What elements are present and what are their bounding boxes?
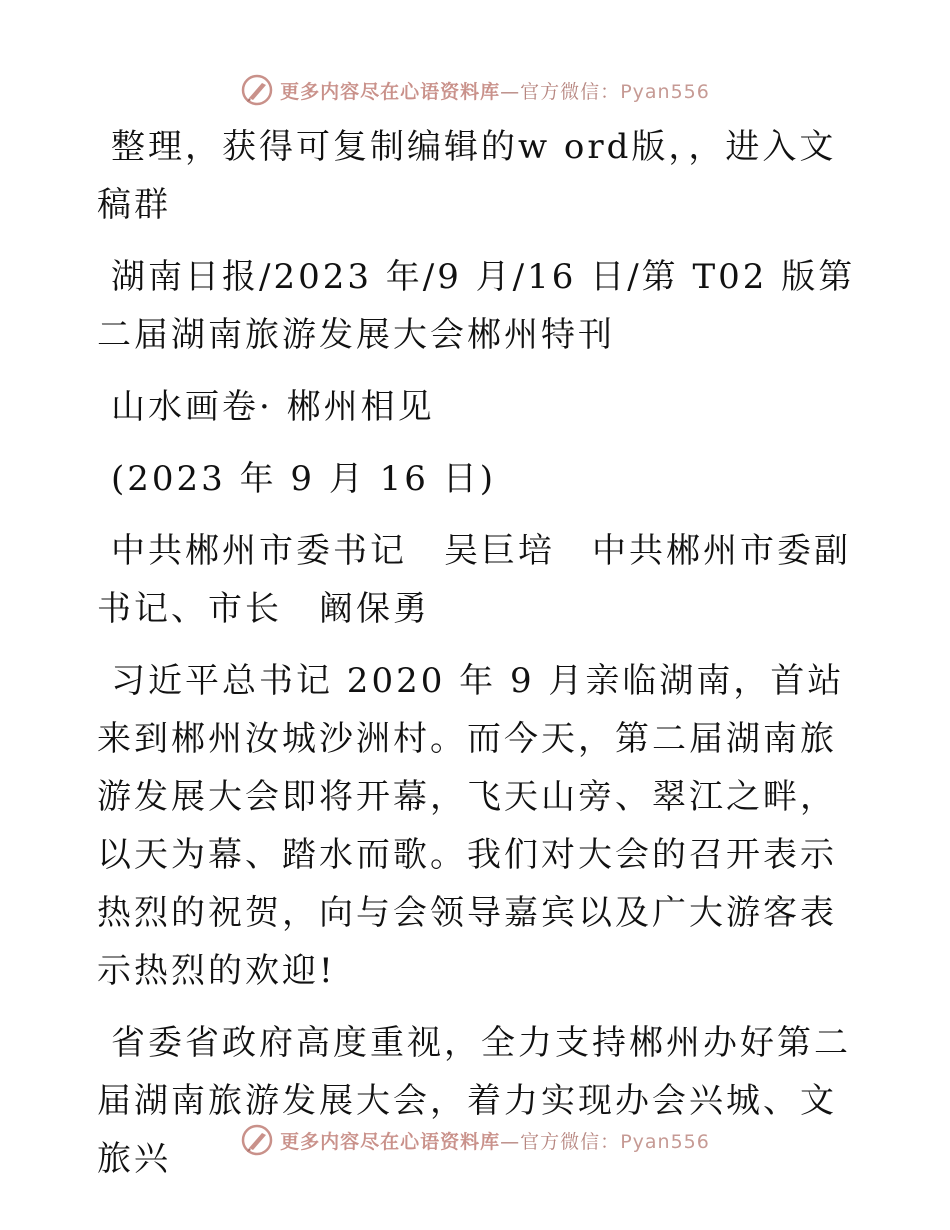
watermark-main: 更多内容尽在心语资料库 bbox=[280, 80, 501, 103]
footer-watermark-banner bbox=[0, 1120, 950, 1160]
header-watermark-banner bbox=[0, 70, 950, 110]
article-date: (2023 年 9 月 16 日) bbox=[111, 459, 496, 499]
article-title: 山水画卷· 郴州相见 bbox=[111, 387, 435, 427]
paragraph-source: 湖南日报/2023 年/9 月/16 日/第 T02 版第二届湖南旅游发展大会郴州特刊 bbox=[97, 257, 856, 355]
watermark-main: 更多内容尽在心语资料库 bbox=[280, 1130, 501, 1153]
document-body bbox=[97, 118, 857, 1202]
paragraph-intro: 整理，获得可复制编辑的w ord版，，进入文稿群 bbox=[97, 127, 837, 225]
watermark-separator: —官方微信： bbox=[500, 80, 621, 103]
watermark-handle: Pyan556 bbox=[620, 80, 710, 103]
quill-pen-logo-icon bbox=[240, 73, 274, 107]
watermark-separator: —官方微信： bbox=[500, 1130, 621, 1153]
watermark-text bbox=[280, 1127, 710, 1154]
paragraph-body-1: 习近平总书记 2020 年 9 月亲临湖南，首站来到郴州汝城沙洲村。而今天，第二届湖南旅游发展大会即将开幕，飞天山旁、翠江之畔，以天为幕、踏水而歌。我们对大会的召开表示热烈的祝贺，向与会领导嘉宾以及广大游客表示热烈的欢迎! bbox=[97, 661, 845, 991]
watermark-handle: Pyan556 bbox=[620, 1130, 710, 1153]
paragraph-body-2: 省委省政府高度重视，全力支持郴州办好第二届湖南旅游发展大会，着力实现办会兴城、文旅兴 bbox=[97, 1023, 851, 1179]
article-authors: 中共郴州市委书记 吴巨培 中共郴州市委副书记、市长 阚保勇 bbox=[97, 531, 851, 629]
watermark-text bbox=[280, 77, 710, 104]
quill-pen-logo-icon bbox=[240, 1123, 274, 1157]
